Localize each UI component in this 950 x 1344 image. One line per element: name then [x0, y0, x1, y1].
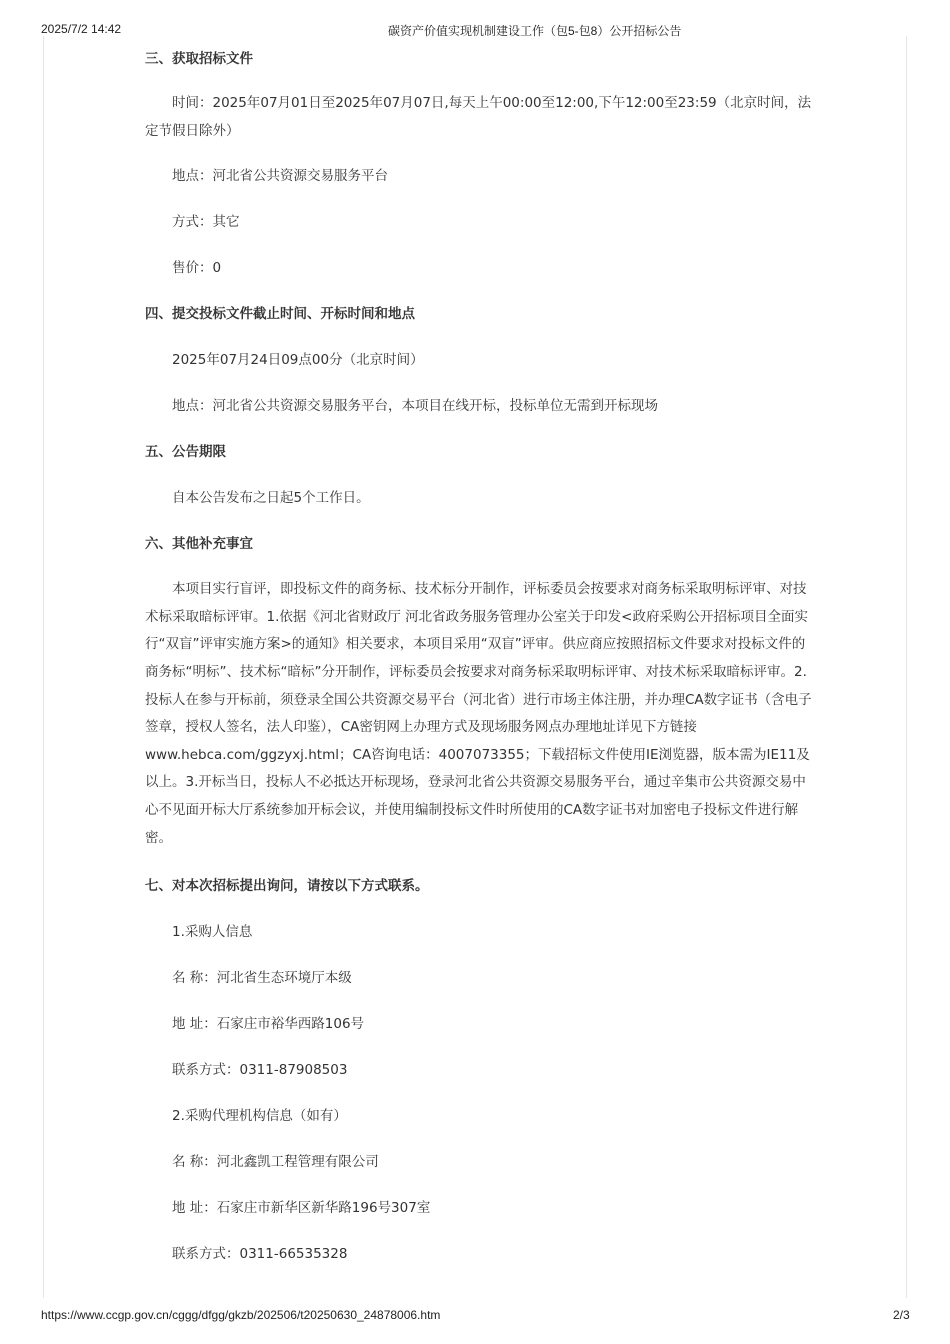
- purchaser-address: 地 址：石家庄市裕华西路106号: [172, 1016, 365, 1033]
- purchaser-name: 名 称：河北省生态环境厅本级: [172, 970, 352, 987]
- page-number: 2/3: [893, 1308, 910, 1322]
- supplementary-text: 本项目实行盲评，即投标文件的商务标、技术标分开制作，评标委员会按要求对商务标采取明标评审、对技术标采取暗标评审。1.依据《河北省财政厅 河北省政务服务管理办公室关于印发<政府采购公开招标项目全面实行“双盲”评审实施方案>的通知》相关要求，本项目采用“双盲”评审。供应商应按照招标文件要求对投标文件的商务标“明标”、技术标“暗标”分开制作，评标委员会按要求对商务标采取明标评审、对技术标采取暗标评审。2.投标人在参与开标前，须登录全国公共资源交易平台（河北省）进行市场主体注册，并办理CA数字证书（含电子签章，授权人签名，法人印鉴），CA密钥网上办理方式及现场服务网点办理地址详见下方链接www.hebca.com/ggzyxj.html；CA咨询电话：4007073355；下载招标文件使用IE浏览器，版本需为IE11及以上。3.开标当日，投标人不必抵达开标现场，登录河北省公共资源交易服务平台，通过辛集市公共资源交易中心不见面开标大厅系统参加开标会议，并使用编制投标文件时所使用的CA数字证书对加密电子投标文件进行解密。: [145, 581, 812, 846]
- purchaser-heading: 1.采购人信息: [172, 924, 253, 941]
- print-header: [0, 22, 950, 42]
- section-heading-deadline: 四、提交投标文件截止时间、开标时间和地点: [145, 306, 415, 323]
- deadline-time: 2025年07月24日09点00分（北京时间）: [172, 352, 424, 369]
- page-frame-right: [906, 36, 907, 1298]
- page-frame-left: [43, 36, 44, 1298]
- obtain-method: 方式：其它: [172, 214, 240, 231]
- obtain-price: 售价：0: [172, 260, 222, 277]
- obtain-time: 时间：2025年07月01日至2025年07月07日,每天上午00:00至12:00,下午12:00至23:59（北京时间，法定节假日除外）: [145, 95, 812, 139]
- announcement-body: [145, 47, 817, 1266]
- agency-address: 地 址：石家庄市新华区新华路196号307室: [172, 1200, 431, 1217]
- deadline-location: 地点：河北省公共资源交易服务平台，本项目在线开标，投标单位无需到开标现场: [172, 398, 658, 415]
- obtain-location: 地点：河北省公共资源交易服务平台: [172, 168, 388, 185]
- print-url: https://www.ccgp.gov.cn/cggg/dfgg/gkzb/202506/t20250630_24878006.htm: [41, 1308, 441, 1322]
- agency-name: 名 称：河北鑫凯工程管理有限公司: [172, 1154, 379, 1171]
- section-heading-supplementary: 六、其他补充事宜: [145, 536, 253, 553]
- period-text: 自本公告发布之日起5个工作日。: [172, 490, 370, 507]
- purchaser-contact: 联系方式：0311-87908503: [172, 1062, 348, 1079]
- section-heading-contact: 七、对本次招标提出询问，请按以下方式联系。: [145, 878, 429, 895]
- print-footer: [0, 1308, 950, 1328]
- print-datetime: 2025/7/2 14:42: [41, 22, 122, 36]
- section-heading-obtain-docs: 三、获取招标文件: [145, 51, 253, 67]
- print-doc-title: 碳资产价值实现机制建设工作（包5-包8）公开招标公告: [388, 24, 682, 38]
- section-heading-period: 五、公告期限: [145, 444, 226, 461]
- agency-heading: 2.采购代理机构信息（如有）: [172, 1108, 347, 1125]
- agency-contact: 联系方式：0311-66535328: [172, 1246, 348, 1263]
